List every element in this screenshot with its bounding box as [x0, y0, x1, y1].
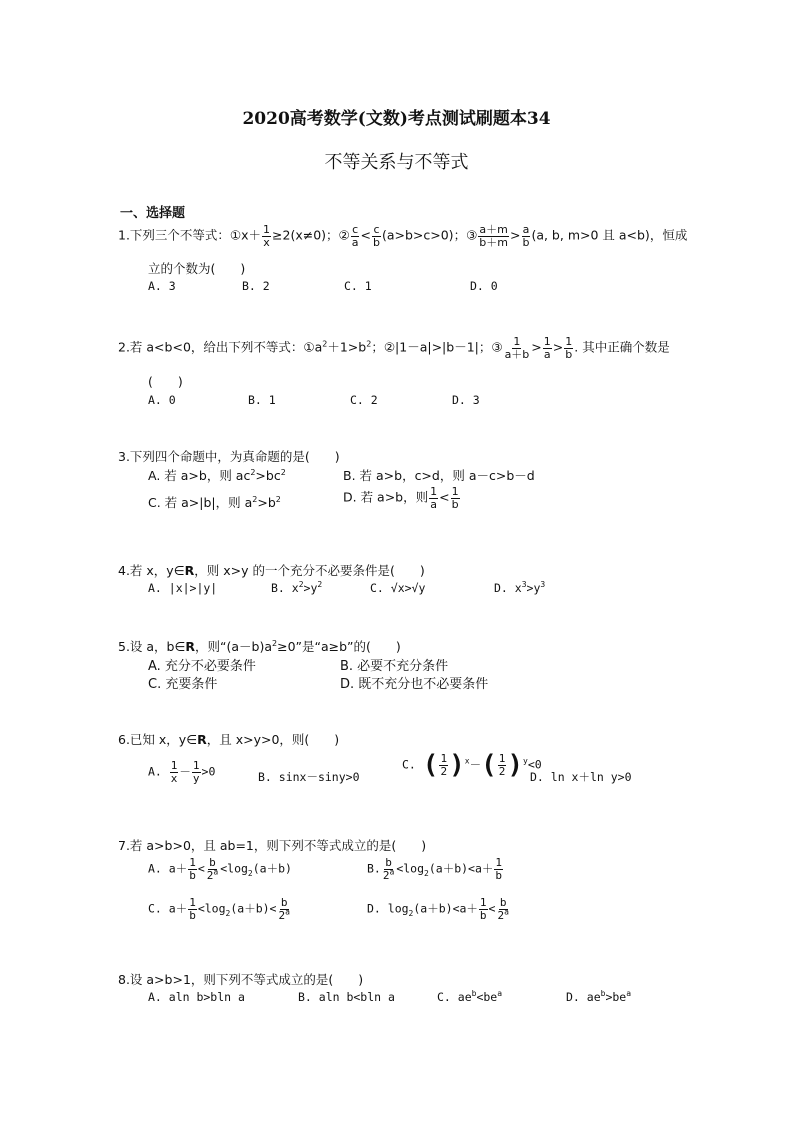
question-7-option-c[interactable]: C. a＋ $\frac{1}{b}$ $<\log_2(a+b)<$ $\frac{b}{2^a}$ — [148, 896, 290, 922]
question-1-option-b[interactable]: B. 2 — [242, 279, 270, 293]
question-4-option-d[interactable]: D. $x^3>y^3$ — [494, 580, 546, 595]
question-1-option-d[interactable]: D. 0 — [470, 279, 498, 293]
question-1-stem: 1.下列三个不等式：①x＋ $\frac{1}{x}$ ≥2(x≠0)；② $\frac{c}{a}$ < $\frac{c}{b}$ (a>b>c>0)；③ $\frac{a+m}{b+m}$ > $\frac{a}{b}$ (a, b, m>0 且 a<b)，恒成 — [118, 223, 688, 249]
question-6-option-c[interactable]: C. ( $\frac{1}{2}$ )$^x$－( $\frac{1}{2}$ )$^y$<0 — [402, 750, 542, 780]
question-4-option-a[interactable]: A. |x|>|y| — [148, 581, 218, 595]
question-1-option-c[interactable]: C. 1 — [344, 279, 372, 293]
question-8-option-a[interactable]: A. aln b>bln a — [148, 990, 245, 1004]
question-5-option-a[interactable]: A. 充分不必要条件 — [148, 659, 256, 674]
question-2-stem: 2.若 a<b<0，给出下列不等式：$①a^2+1>b^2$；②|1－a|>|b－1|；③ $\frac{1}{a+b}$ > $\frac{1}{a}$ > $\frac{1}{b}$ . 其中正确个数是 — [118, 335, 670, 361]
question-7-option-d[interactable]: D. $\log_2(a+b)<a+$ $\frac{1}{b}$ < $\frac{b}{2^a}$ — [367, 896, 509, 922]
question-5-option-d[interactable]: D. 既不充分也不必要条件 — [340, 677, 489, 692]
section-heading: 一、选择题 — [120, 206, 186, 221]
question-5-option-b[interactable]: B. 必要不充分条件 — [340, 659, 449, 674]
question-4-option-b[interactable]: B. $x^2>y^2$ — [271, 580, 323, 595]
question-6-option-b[interactable]: B. sinx－siny>0 — [258, 770, 360, 784]
question-6-option-a[interactable]: A. $\frac{1}{x}$ － $\frac{1}{y}$ >0 — [148, 759, 216, 785]
question-2-option-c[interactable]: C. 2 — [350, 393, 378, 407]
question-2-option-d[interactable]: D. 3 — [452, 393, 480, 407]
page-subtitle: 不等关系与不等式 — [324, 152, 469, 173]
question-5-option-c[interactable]: C. 充要条件 — [148, 677, 218, 692]
question-5-stem: 5.设 a，b∈R，则“$(a-b)a^2\ge 0$”是“a≥b”的( ) — [118, 638, 401, 654]
question-7-option-a[interactable]: A. a＋ $\frac{1}{b}$ < $\frac{b}{2^a}$ $<\log_2(a+b)$ — [148, 856, 292, 882]
question-1-stem-line2: 立的个数为( ) — [148, 261, 246, 276]
question-3-option-b[interactable]: B. 若 a>b，c>d，则 a－c>b－d — [343, 468, 535, 483]
question-6-option-d[interactable]: D. ln x＋ln y>0 — [530, 770, 632, 784]
question-7-stem: 7.若 a>b>0，且 ab=1，则下列不等式成立的是( ) — [118, 838, 427, 853]
question-2-option-b[interactable]: B. 1 — [248, 393, 276, 407]
question-8-option-c[interactable]: C. $ae^b<be^a$ — [437, 989, 503, 1004]
question-2-option-a[interactable]: A. 0 — [148, 393, 176, 407]
question-8-stem: 8.设 a>b>1，则下列不等式成立的是( ) — [118, 972, 364, 987]
question-7-option-b[interactable]: B. $\frac{b}{2^a}$ $<\log_2(a+b)<a+$ $\frac{1}{b}$ — [367, 856, 503, 882]
question-3-stem: 3.下列四个命题中，为真命题的是( ) — [118, 449, 340, 464]
question-3-option-c[interactable]: C. 若 a>|b|，则 $a^2>b^2$ — [148, 494, 281, 510]
question-8-option-d[interactable]: D. $ae^b>be^a$ — [566, 989, 632, 1004]
question-3-option-d[interactable]: D. 若 a>b，则 $\frac{1}{a}$ < $\frac{1}{b}$ — [343, 485, 459, 511]
question-1-option-a[interactable]: A. 3 — [148, 279, 176, 293]
question-4-stem: 4.若 x，y∈R，则 x>y 的一个充分不必要条件是( ) — [118, 563, 425, 578]
question-4-option-c[interactable]: C. √x>√y — [370, 581, 426, 595]
page-title: 2020高考数学(文数)考点测试刷题本34 — [242, 109, 551, 129]
question-2-stem-line2: ( ) — [148, 374, 183, 389]
question-6-stem: 6.已知 x，y∈R，且 x>y>0，则( ) — [118, 732, 340, 747]
question-3-option-a[interactable]: A. 若 a>b，则 $ac^2>bc^2$ — [148, 467, 286, 483]
question-8-option-b[interactable]: B. aln b<bln a — [298, 990, 395, 1004]
